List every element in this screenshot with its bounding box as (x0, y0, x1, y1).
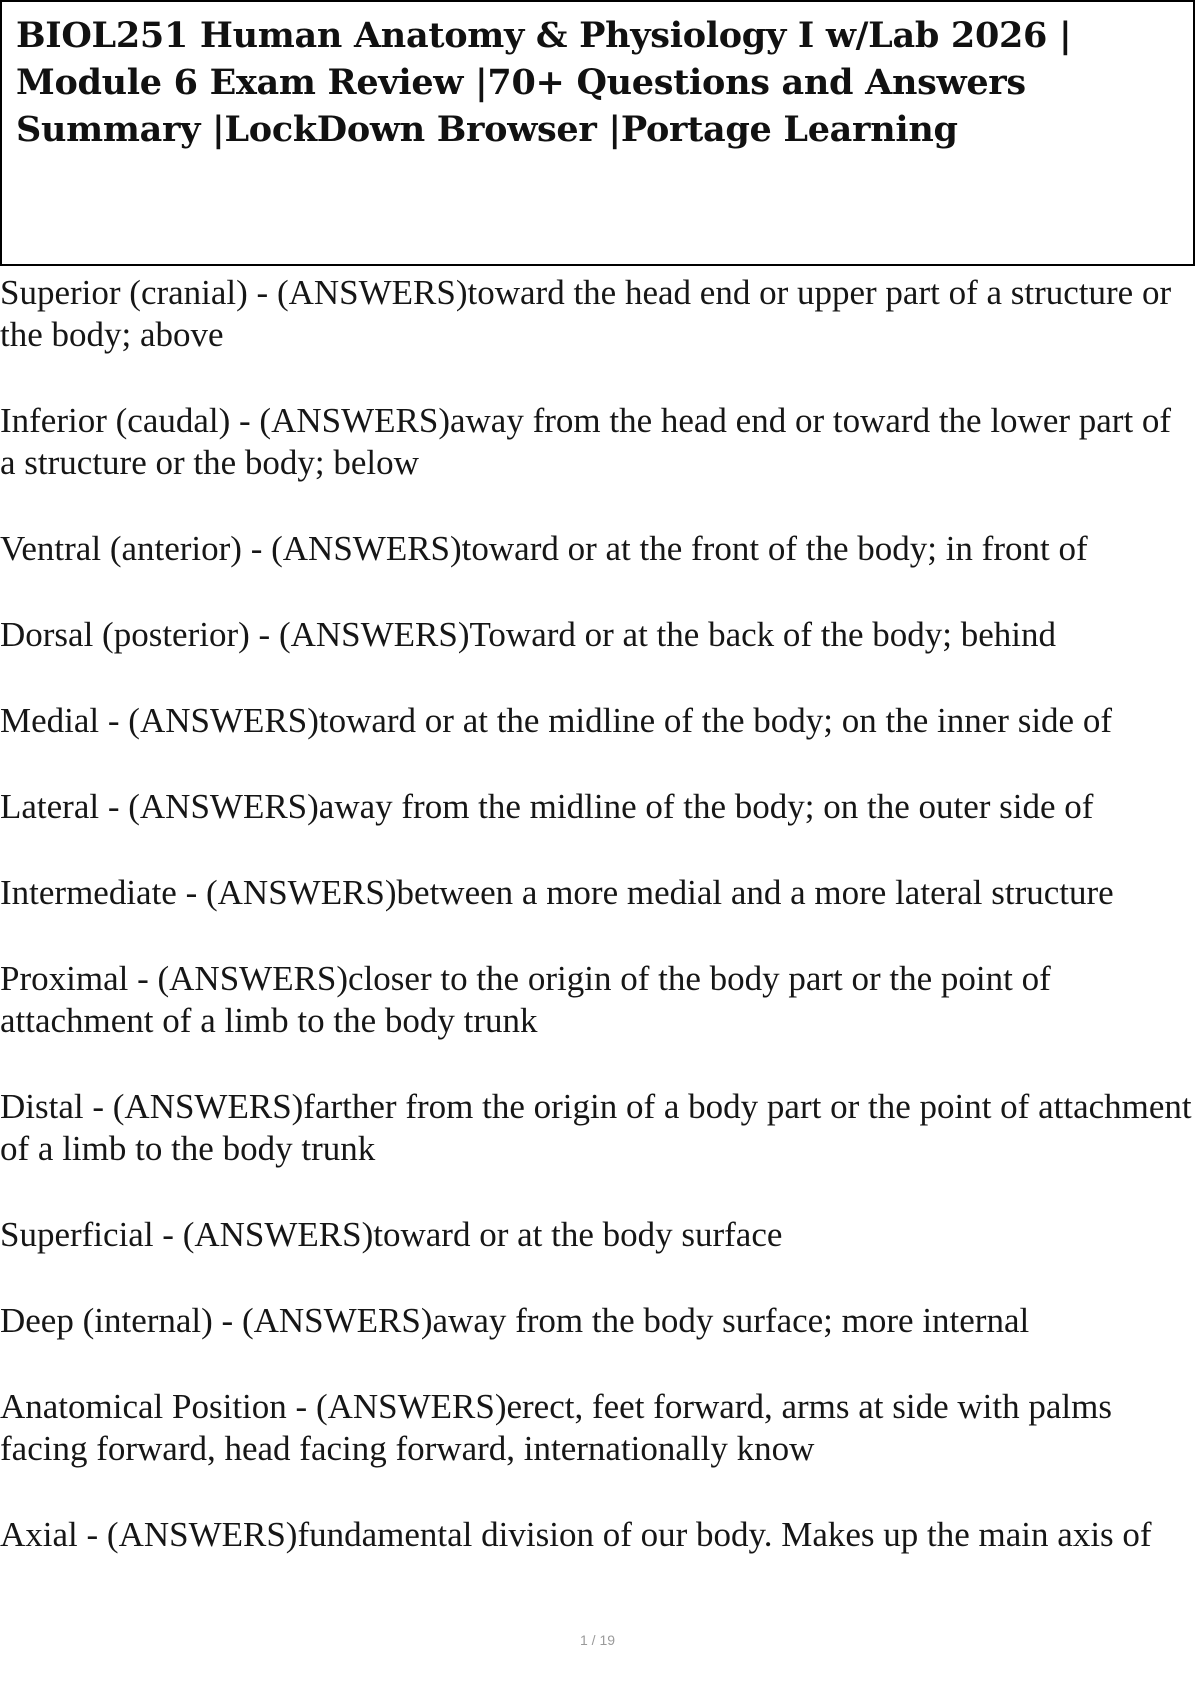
qa-item-medial: Medial - (ANSWERS)toward or at the midline of the body; on the inner side of (0, 701, 1112, 740)
page-number: 1 / 19 (579, 1632, 616, 1648)
qa-item-deep: Deep (internal) - (ANSWERS)away from the body surface; more internal (0, 1301, 1030, 1340)
qa-item-lateral: Lateral - (ANSWERS)away from the midline of the body; on the outer side of (0, 787, 1094, 826)
qa-item-distal: Distal - (ANSWERS)farther from the origin of a body part or the point of attachment of a limb to the body trunk (0, 1087, 1192, 1168)
qa-item-anatomical-position: Anatomical Position - (ANSWERS)erect, feet forward, arms at side with palms facing forward, head facing forward, internationally know (0, 1387, 1112, 1468)
qa-item-inferior: Inferior (caudal) - (ANSWERS)away from the head end or toward the lower part of a structure or the body; below (0, 401, 1172, 482)
document-title: BIOL251 Human Anatomy & Physiology I w/Lab 2026 | Module 6 Exam Review |70+ Questions and Answers Summary |LockDown Browser |Portage Learning (16, 15, 1072, 150)
qa-item-ventral: Ventral (anterior) - (ANSWERS)toward or at the front of the body; in front of (0, 529, 1088, 568)
qa-item-axial: Axial - (ANSWERS)fundamental division of our body. Makes up the main axis of (0, 1515, 1152, 1554)
qa-item-proximal: Proximal - (ANSWERS)closer to the origin of the body part or the point of attachment of a limb to the body trunk (0, 959, 1051, 1040)
qa-item-superior: Superior (cranial) - (ANSWERS)toward the head end or upper part of a structure or the body; above (0, 273, 1172, 354)
qa-list (0, 272, 1195, 1600)
qa-item-dorsal: Dorsal (posterior) - (ANSWERS)Toward or at the back of the body; behind (0, 615, 1057, 654)
qa-item-intermediate: Intermediate - (ANSWERS)between a more medial and a more lateral structure (0, 873, 1114, 912)
qa-item-superficial: Superficial - (ANSWERS)toward or at the body surface (0, 1215, 783, 1254)
document-title-box (0, 0, 1195, 266)
